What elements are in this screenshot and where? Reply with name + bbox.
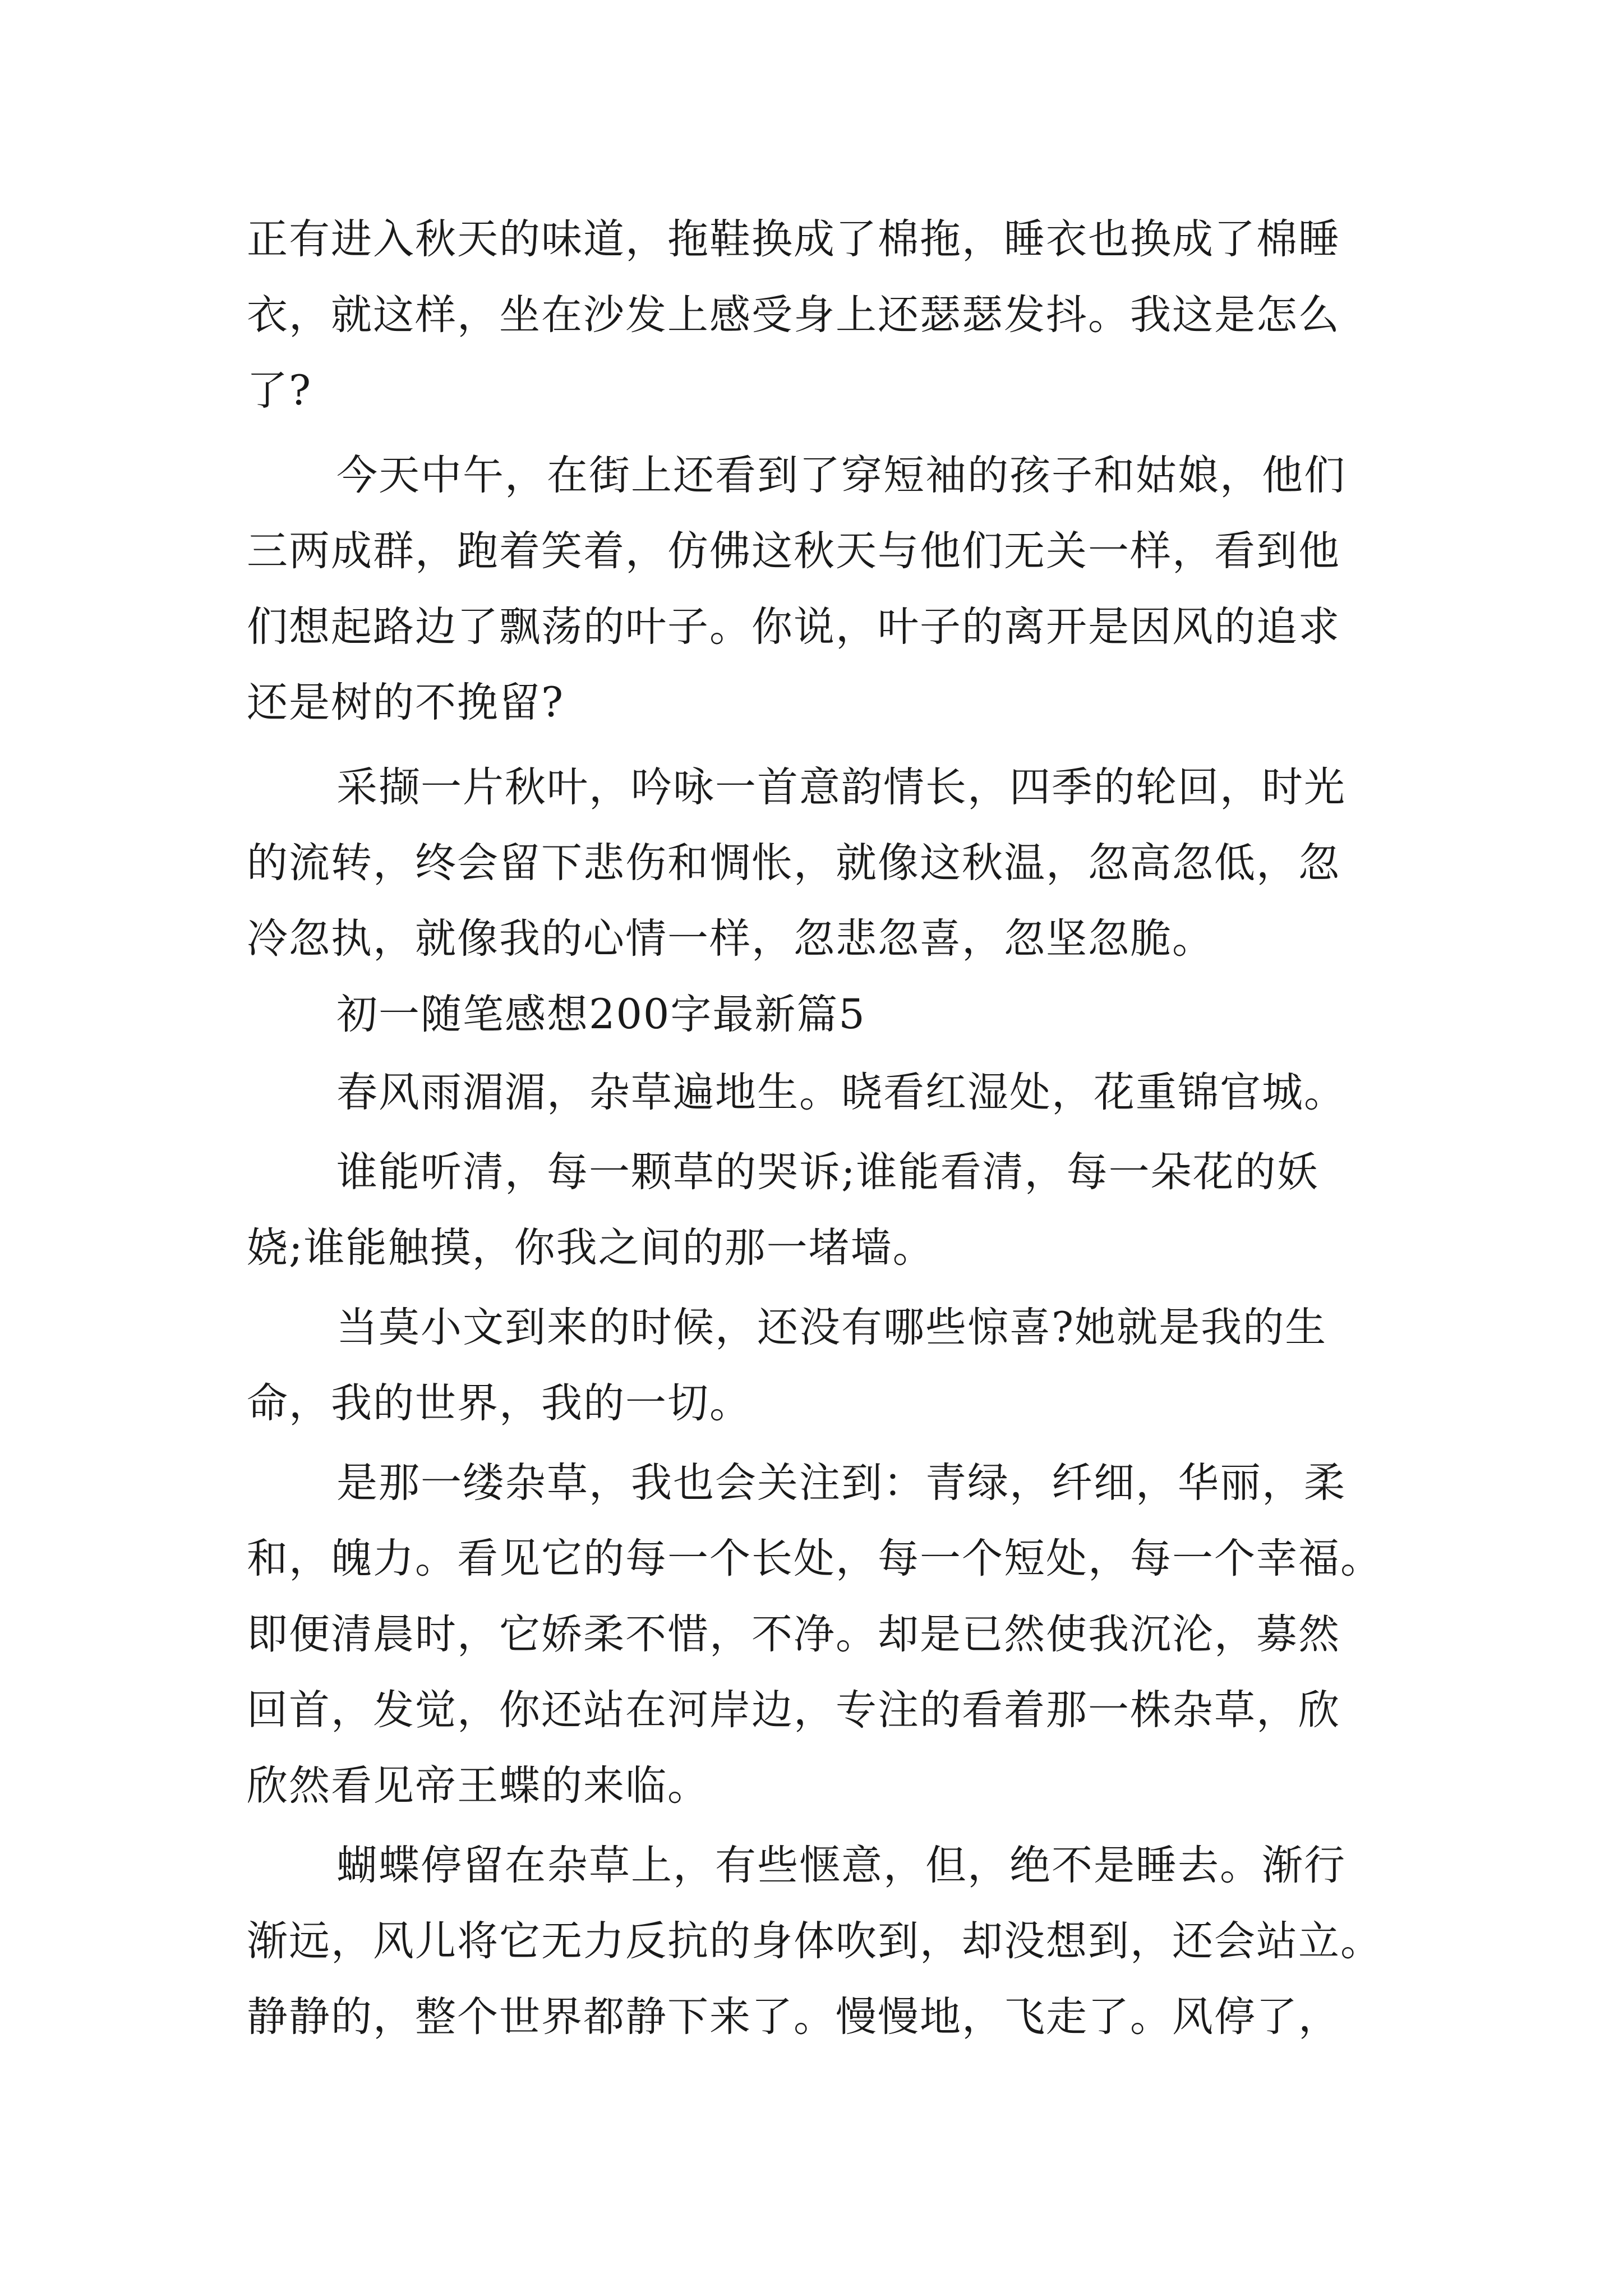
text-line: 三两成群，跑着笑着，仿佛这秋天与他们无关一样，看到他 [247, 527, 1340, 575]
text-line: 即便清晨时，它娇柔不惜，不净。却是已然使我沉沦，募然 [247, 1611, 1340, 1658]
text-line: 冷忽执，就像我的心情一样，忽悲忽喜，忽坚忽脆。 [247, 915, 1214, 963]
text-line: 蝴蝶停留在杂草上，有些惬意，但，绝不是睡去。渐行 [336, 1842, 1346, 1889]
text-line: 回首，发觉，你还站在河岸边，专注的看着那一株杂草，欣 [247, 1686, 1340, 1734]
text-line: 的流转，终会留下悲伤和惆怅，就像这秋温，忽高忽低，忽 [247, 839, 1340, 887]
text-line: 渐远，风儿将它无力反抗的身体吹到，却没想到，还会站立。 [247, 1917, 1382, 1965]
text-line: 还是树的不挽留? [247, 679, 565, 726]
text-line: 娆;谁能触摸，你我之间的那一堵墙。 [247, 1224, 935, 1272]
text-line: 和，魄力。看见它的每一个长处，每一个短处，每一个幸福。 [247, 1535, 1382, 1582]
text-line: 采撷一片秋叶，吟咏一首意韵情长，四季的轮回，时光 [336, 763, 1346, 811]
text-line: 静静的，整个世界都静下来了。慢慢地，飞走了。风停了， [247, 1993, 1340, 2041]
text-line: 春风雨湄湄，杂草遍地生。晓看红湿处，花重锦官城。 [336, 1069, 1346, 1116]
section-heading: 初一随笔感想200字最新篇5 [336, 991, 866, 1038]
text-line: 命，我的世界，我的一切。 [247, 1379, 751, 1427]
text-line: 欣然看见帝王蝶的来临。 [247, 1762, 709, 1810]
text-line: 正有进入秋天的味道，拖鞋换成了棉拖，睡衣也换成了棉睡 [247, 215, 1340, 263]
text-line: 是那一缕杂草，我也会关注到：青绿，纤细，华丽，柔 [336, 1459, 1346, 1507]
text-line: 衣，就这样，坐在沙发上感受身上还瑟瑟发抖。我这是怎么 [247, 291, 1340, 339]
text-line: 当莫小文到来的时候，还没有哪些惊喜?她就是我的生 [336, 1304, 1327, 1351]
text-line: 今天中午，在街上还看到了穿短袖的孩子和姑娘，他们 [336, 452, 1346, 499]
text-line: 们想起路边了飘荡的叶子。你说，叶子的离开是因风的追求 [247, 603, 1340, 651]
text-line: 了? [247, 367, 312, 415]
text-line: 谁能听清，每一颗草的哭诉;谁能看清，每一朵花的妖 [336, 1148, 1319, 1196]
